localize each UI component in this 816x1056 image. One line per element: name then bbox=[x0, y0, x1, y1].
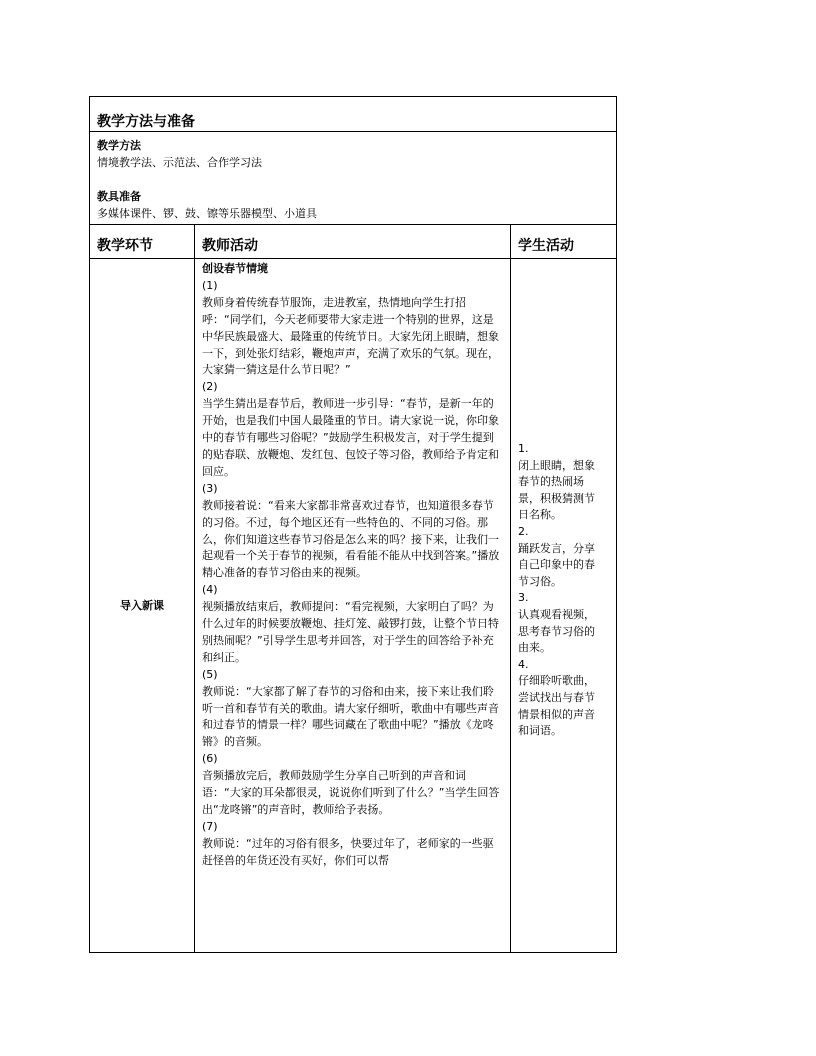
tools-heading: 教具准备 bbox=[97, 190, 141, 203]
teacher-step-label: (7) bbox=[202, 819, 218, 833]
student-step-label: 4. bbox=[518, 657, 529, 671]
student-step-text: 认真观看视频，思考春节习俗的由来。 bbox=[518, 607, 595, 655]
student-step-text: 仔细聆听歌曲，尝试找出与春节情景相似的声音和词语。 bbox=[518, 674, 595, 738]
stage-label: 导入新课 bbox=[120, 599, 164, 612]
teacher-step-label: (6) bbox=[202, 752, 218, 766]
teacher-activity-cell bbox=[202, 261, 502, 949]
methods-heading: 教学方法 bbox=[97, 139, 141, 152]
teacher-step-label: (3) bbox=[202, 481, 218, 495]
tools-text: 多媒体课件、锣、鼓、镲等乐器模型、小道具 bbox=[97, 207, 317, 220]
header-divider-top bbox=[90, 224, 616, 225]
header-divider-bottom bbox=[90, 258, 616, 259]
column-header-teacher: 教师活动 bbox=[202, 238, 258, 254]
student-activity-cell bbox=[518, 441, 604, 740]
section-title: 教学方法与准备 bbox=[97, 114, 195, 130]
teacher-step-text: 教师接着说：“看来大家都非常喜欢过春节，也知道很多春节的习俗。不过，每个地区还有一些特色的、不同的习俗。那么，你们知道这些春节习俗是怎么来的吗？接下来，让我们一起观看一个关于春节的视频，看看能不能从中找到答案。”播放精心准备的春节习俗由来的视频。 bbox=[202, 498, 500, 580]
teacher-step-text: 教师说：“大家都了解了春节的习俗和由来，接下来让我们聆听一首和春节有关的歌曲。请大家仔细听，歌曲中有哪些声音和过春节的情景一样？哪些词藏在了歌曲中呢？”播放《龙咚锵》的音频。 bbox=[202, 684, 499, 749]
teacher-step-text: 音频播放完后，教师鼓励学生分享自己听到的声音和词语：“大家的耳朵都很灵，说说你们听到了什么？”当学生回答出“龙咚锵”的声音时，教师给予表扬。 bbox=[202, 769, 500, 816]
teacher-step-text: 教师身着传统春节服饰，走进教室，热情地向学生打招呼：“同学们，今天老师要带大家走进一个特别的世界，这是中华民族最盛大、最隆重的传统节日。大家先闭上眼睛，想象一下，到处张灯结彩，鞭炮声声，充满了欢乐的气氛。现在，大家猜一猜这是什么节日呢？” bbox=[202, 295, 499, 377]
methods-text: 情境教学法、示范法、合作学习法 bbox=[97, 156, 262, 169]
column-divider-1 bbox=[194, 224, 195, 953]
teacher-activity-title: 创设春节情境 bbox=[202, 262, 268, 275]
student-step-label: 3. bbox=[518, 591, 529, 605]
lesson-plan-table bbox=[89, 96, 617, 953]
student-step-text: 闭上眼睛，想象春节的热闹场景，积极猜测节日名称。 bbox=[518, 458, 595, 522]
column-header-student: 学生活动 bbox=[518, 238, 574, 254]
teacher-step-label: (1) bbox=[202, 278, 218, 292]
student-step-text: 踊跃发言，分享自己印象中的春节习俗。 bbox=[518, 541, 595, 588]
teacher-step-text: 视频播放结束后，教师提问：“看完视频，大家明白了吗？为什么过年的时候要放鞭炮、挂灯笼、敲锣打鼓，让整个节日特别热闹呢？”引导学生思考并回答，对于学生的回答给予补充和纠正。 bbox=[202, 600, 499, 664]
student-step-label: 2. bbox=[518, 524, 529, 538]
teacher-step-text: 当学生猜出是春节后，教师进一步引导：“春节，是新一年的开始，也是我们中国人最隆重的节日。请大家说一说，你印象中的春节有哪些习俗呢？”鼓励学生积极发言，对于学生提到的贴春联、放鞭炮、发红包、包饺子等习俗，教师给予肯定和回应。 bbox=[202, 397, 499, 478]
column-divider-2 bbox=[510, 224, 511, 953]
teacher-step-label: (2) bbox=[202, 380, 218, 394]
teacher-step-label: (5) bbox=[202, 667, 218, 681]
column-header-stage: 教学环节 bbox=[97, 238, 153, 254]
student-step-label: 1. bbox=[518, 442, 529, 455]
teacher-step-text: 教师说：“过年的习俗有很多，快要过年了，老师家的一些驱赶怪兽的年货还没有买好，你们可以帮 bbox=[202, 836, 494, 867]
teacher-step-label: (4) bbox=[202, 583, 218, 597]
title-divider bbox=[90, 131, 616, 132]
